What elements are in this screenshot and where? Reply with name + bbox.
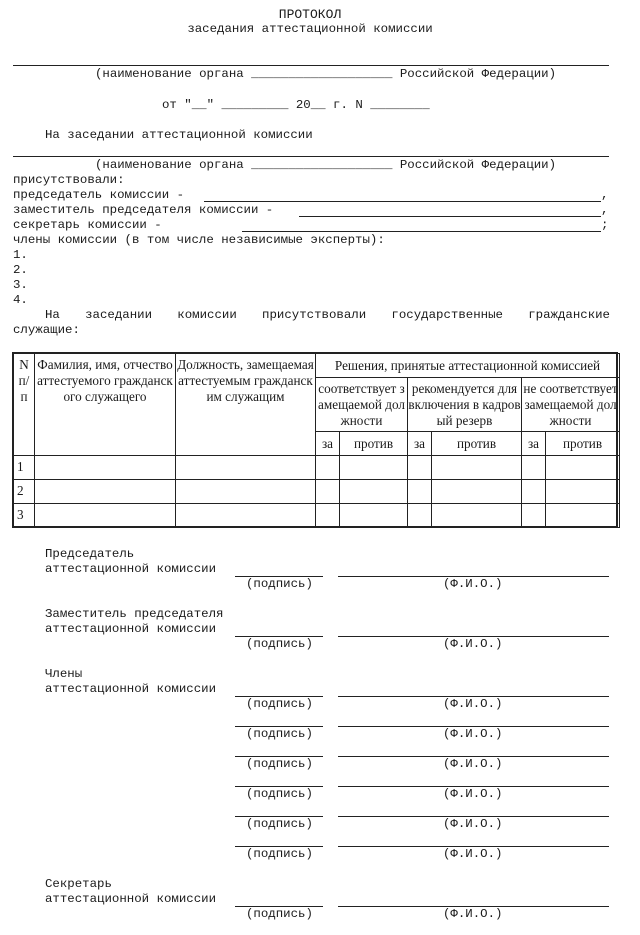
header-against: против (432, 432, 522, 456)
table-cell (340, 456, 408, 480)
word: заседании (85, 308, 153, 322)
sig-chairman-subtitle: аттестационной комиссии (45, 562, 217, 576)
fio-caption: (Ф.И.О.) (443, 787, 503, 801)
table-cell (340, 480, 408, 504)
chairman-label: председатель комиссии - (13, 188, 185, 202)
table-cell (546, 504, 620, 528)
table-cell (522, 480, 546, 504)
row-number: 1 (14, 456, 35, 480)
word: комиссии (177, 308, 237, 322)
document-title: ПРОТОКОЛ (278, 7, 342, 22)
fio-caption: (Ф.И.О.) (443, 727, 503, 741)
secretary-fill-line (242, 231, 601, 232)
word: присутствовали (262, 308, 367, 322)
secretary-label: секретарь комиссии - (13, 218, 162, 232)
member-number-1: 1. (13, 248, 28, 262)
sig-members-title: Члены (45, 667, 83, 681)
header-fio: Фамилия, имя, отчество аттестуемого гражданского служащего (35, 354, 176, 456)
member-number-3: 3. (13, 278, 28, 292)
sig-secretary-title: Секретарь (45, 877, 112, 891)
organ-caption-2: (наименование органа ___________________ Российской Федерации) (95, 158, 557, 172)
sig-secretary-subtitle: аттестационной комиссии (45, 892, 217, 906)
sig-deputy-subtitle: аттестационной комиссии (45, 622, 217, 636)
member-number-4: 4. (13, 293, 28, 307)
table-cell (35, 480, 176, 504)
header-for: за (522, 432, 546, 456)
secretary-semicolon: ; (601, 218, 609, 232)
word: государственные (391, 308, 503, 322)
header-against: против (340, 432, 408, 456)
header-number: N п/п (14, 354, 35, 456)
organ-name-line-2 (13, 156, 609, 157)
header-against: против (546, 432, 620, 456)
table-cell (176, 504, 316, 528)
table-cell (340, 504, 408, 528)
document-subtitle: заседания аттестационной комиссии (187, 22, 433, 36)
table-cell (546, 456, 620, 480)
servants-paragraph-line-2: служащие: (13, 323, 80, 337)
present-label: присутствовали: (13, 173, 125, 187)
servants-paragraph-line-1 (45, 308, 610, 323)
signature-caption: (подпись) (246, 907, 313, 921)
table-cell (408, 480, 432, 504)
table-cell (35, 504, 176, 528)
meeting-intro: На заседании аттестационной комиссии (45, 128, 313, 142)
table-cell (316, 504, 340, 528)
table-cell (522, 504, 546, 528)
organ-name-line-1 (13, 65, 609, 66)
protocol-date-number: от "__" _________ 20__ г. N ________ (162, 98, 430, 112)
table-row (14, 480, 620, 504)
table-cell (546, 480, 620, 504)
deputy-fill-line (299, 216, 601, 217)
table-cell (408, 504, 432, 528)
table-cell (35, 456, 176, 480)
header-recommended: рекомендуется для включения в кадровый резерв (408, 378, 522, 432)
signature-caption: (подпись) (246, 847, 313, 861)
chairman-fill-line (204, 201, 601, 202)
signature-caption: (подпись) (246, 637, 313, 651)
fio-caption: (Ф.И.О.) (443, 757, 503, 771)
header-for: за (316, 432, 340, 456)
table-cell (176, 480, 316, 504)
header-corresponds: соответствует замещаемой должности (316, 378, 408, 432)
header-not-corresponds: не соответствует замещаемой должности (522, 378, 620, 432)
sig-members-subtitle: аттестационной комиссии (45, 682, 217, 696)
word: гражданские (528, 308, 610, 322)
table-cell (432, 480, 522, 504)
table-cell (316, 456, 340, 480)
sig-chairman-title: Председатель (45, 547, 135, 561)
signature-caption: (подпись) (246, 697, 313, 711)
table-cell (316, 480, 340, 504)
signature-caption: (подпись) (246, 727, 313, 741)
members-label: члены комиссии (в том числе независимые эксперты): (13, 233, 385, 247)
row-number: 3 (14, 504, 35, 528)
word: На (45, 308, 60, 322)
table-cell (408, 456, 432, 480)
header-for: за (408, 432, 432, 456)
organ-caption-1: (наименование органа ___________________ Российской Федерации) (95, 67, 557, 81)
chairman-comma: , (601, 188, 609, 202)
table-row (14, 456, 620, 480)
table-row (14, 504, 620, 528)
decisions-table (13, 353, 620, 528)
fio-caption: (Ф.И.О.) (443, 817, 503, 831)
fio-caption: (Ф.И.О.) (443, 847, 503, 861)
signature-caption: (подпись) (246, 757, 313, 771)
deputy-label: заместитель председателя комиссии - (13, 203, 274, 217)
signature-caption: (подпись) (246, 787, 313, 801)
fio-caption: (Ф.И.О.) (443, 697, 503, 711)
table-cell (432, 504, 522, 528)
fio-caption: (Ф.И.О.) (443, 907, 503, 921)
header-position: Должность, замещаемая аттестуемым гражданским служащим (176, 354, 316, 456)
member-number-2: 2. (13, 263, 28, 277)
sig-deputy-title: Заместитель председателя (45, 607, 224, 621)
signature-caption: (подпись) (246, 817, 313, 831)
deputy-comma: , (601, 203, 609, 217)
fio-caption: (Ф.И.О.) (443, 577, 503, 591)
table-cell (432, 456, 522, 480)
row-number: 2 (14, 480, 35, 504)
signature-caption: (подпись) (246, 577, 313, 591)
table-cell (522, 456, 546, 480)
header-decisions: Решения, принятые аттестационной комиссией (316, 354, 620, 378)
fio-caption: (Ф.И.О.) (443, 637, 503, 651)
table-cell (176, 456, 316, 480)
